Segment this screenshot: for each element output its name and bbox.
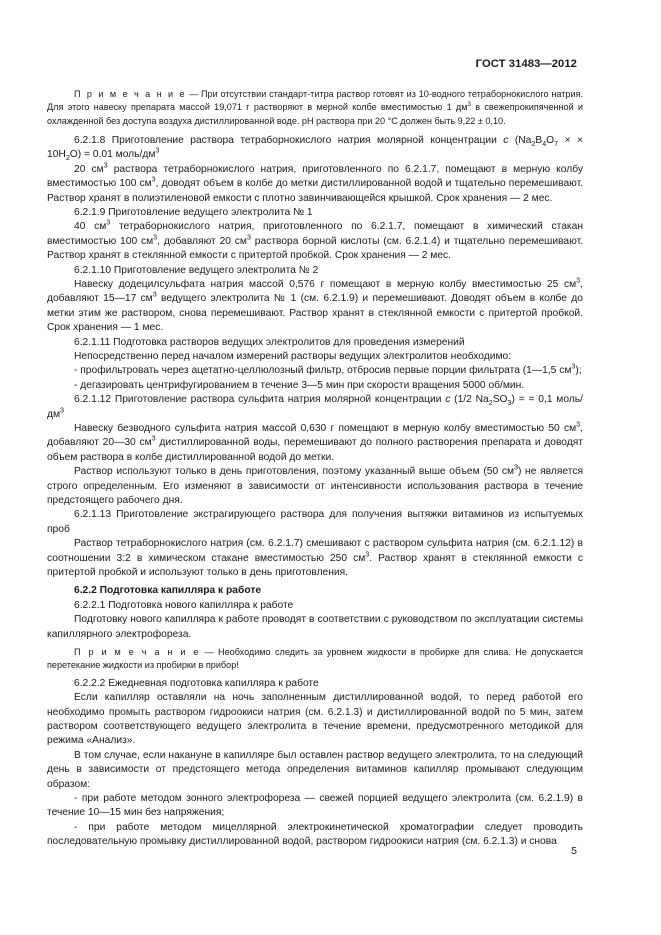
text: дистиллированной воды, перемешивают до полного растворения препарата и доводят объем раствора в колбе дистиллированной водой до метки. bbox=[47, 437, 584, 463]
section-6-2-2-2-title: 6.2.2.2 Ежедневная подготовка капилляра к работе bbox=[74, 677, 319, 689]
section-6-2-1-10-title: 6.2.1.10 Приготовление ведущего электролита № 2 bbox=[74, 264, 319, 276]
note-text: — При отсутствии стандарт-титра раствор готовят из 10-водного тетраборнокислого натрия. Для этого навеску препарата массой 19,071 г растворяют в мерной колбе вместимостью 1 дм bbox=[47, 89, 583, 113]
page-number: 5 bbox=[571, 845, 577, 857]
text: , доводят объем в колбе до метки дистиллированной водой и тщательно перемешивают. Раствор хранят в полиэтиленовой емкости с плотно завинчивающейся крышкой. Срок хранения — 2 мес. bbox=[47, 178, 584, 204]
section-6-2-1-13-title: 6.2.1.13 Приготовление экстрагирующего раствора для получения вытяжки витаминов из испытуемых проб bbox=[47, 509, 583, 535]
text: Навеску додецилсульфата натрия массой 0,576 г помещают в мерную колбу вместимостью 25 см bbox=[74, 278, 577, 290]
section-6-2-1-9-body bbox=[47, 220, 583, 263]
section-6-2-2-2-body: Если капилляр оставляли на ночь заполненным дистиллированной водой, то перед работой его необходимо промыть раствором гидроокиси натрия (см. 6.2.1.3) и дистиллированной водой по 5 мин, затем раствором соответствующего ведущего электролита в течение времени, предусмотренного методикой для режима «Анализ». bbox=[47, 692, 583, 747]
section-6-2-1-13-body bbox=[47, 537, 583, 580]
section-6-2-1-9-title: 6.2.1.9 Приготовление ведущего электролита № 1 bbox=[74, 206, 313, 218]
superscript: 3 bbox=[514, 463, 518, 472]
superscript: 3 bbox=[153, 233, 158, 242]
text: , добавляют 20 см bbox=[157, 235, 247, 247]
text: O bbox=[546, 134, 555, 146]
document-header: ГОСТ 31483—2012 bbox=[475, 58, 577, 70]
section-6-2-2-1-title: 6.2.2.1 Подготовка нового капилляра к работе bbox=[74, 599, 294, 611]
text: Навеску безводного сульфита натрия массой 0,630 г помещают в мерную колбу вместимостью 50 см bbox=[74, 423, 577, 435]
section-6-2-1-12-title bbox=[47, 393, 583, 422]
text: ведущего электролита № 1 (см. 6.2.1.9) и перемешивают. Доводят объем в колбе до метки этим же раствором, снова перемешивают. Раствор хранят в стеклянной емкости с притертой пробкой. Срок хранения — 1 мес. bbox=[47, 293, 583, 334]
text: SO bbox=[492, 394, 508, 406]
section-6-2-1-12-body bbox=[47, 422, 583, 465]
note-label: П р и м е ч а н и е bbox=[74, 89, 187, 99]
note-text: — Необходимо следить за уровнем жидкости в пробирке для слива. Не допускается перетекание жидкости из пробирки в прибор! bbox=[47, 647, 583, 671]
note-paragraph bbox=[47, 646, 583, 673]
text: раствора борной кислоты (см. 6.2.1.4) и тщательно перемешивают. Раствор хранят в стеклянной емкости с притертой пробкой. Срок хранения — 2 мес. bbox=[47, 235, 583, 262]
note-paragraph bbox=[47, 88, 583, 128]
section-6-2-2-2-body-2: В том случае, если накануне в капилляре был оставлен раствор ведущего электролита, то на следующий день в зависимости от предстоящего метода определения витаминов капилляр промывают следующим образом: bbox=[47, 749, 583, 790]
superscript: 3 bbox=[152, 290, 157, 299]
text: ); bbox=[575, 365, 582, 377]
superscript: 3 bbox=[151, 175, 156, 184]
section-6-2-1-11-intro: Непосредственно перед началом измерений растворы ведущих электролитов необходимо: bbox=[74, 350, 512, 362]
text: × × 10H bbox=[47, 134, 583, 161]
section-6-2-1-8-title bbox=[47, 134, 583, 163]
superscript: 3 bbox=[576, 276, 581, 285]
superscript: 3 bbox=[155, 146, 160, 155]
subscript: 4 bbox=[542, 139, 547, 148]
text: - профильтровать через ацетатно-целлюлозный фильтр, отбросив первые порции фильтрата (1—1,5 см bbox=[74, 365, 572, 377]
text: ) = = 0,1 моль/дм bbox=[47, 394, 583, 420]
superscript: 3 bbox=[151, 435, 156, 444]
section-6-2-1-11-title: 6.2.1.11 Подготовка растворов ведущих электролитов для проведения измерений bbox=[74, 336, 465, 348]
text: B bbox=[535, 134, 543, 146]
section-6-2-1-12-body-2 bbox=[47, 465, 583, 508]
section-6-2-2-heading: 6.2.2 Подготовка капилляра к работе bbox=[74, 585, 262, 597]
text: Раствор используют только в день приготовления, поэтому указанный выше объем (50 см bbox=[74, 466, 514, 478]
concentration-symbol: c bbox=[503, 134, 509, 146]
text: (Na bbox=[508, 134, 532, 146]
superscript: 3 bbox=[576, 420, 581, 429]
text: (1/2 Na bbox=[450, 394, 489, 406]
note-label: П р и м е ч а н и е bbox=[74, 647, 201, 658]
subscript: 2 bbox=[488, 399, 493, 408]
list-item: - при работе методом мицеллярной электрокинетической хроматографии следует проводить последовательную промывку дистиллированной водой, раствором гидроокиси натрия (см. 6.2.1.3) и снова bbox=[47, 821, 583, 848]
superscript: 3 bbox=[106, 218, 111, 227]
superscript: 3 bbox=[467, 101, 471, 109]
subscript: 2 bbox=[65, 154, 70, 163]
text: , добавляют 15—17 см bbox=[47, 278, 583, 305]
list-item: - дегазировать центрифугированием в течение 3—5 мин при скорости вращения 5000 об/мин. bbox=[74, 379, 525, 391]
page-body bbox=[47, 88, 583, 850]
superscript: 3 bbox=[571, 362, 576, 371]
subscript: 2 bbox=[531, 139, 536, 148]
superscript: 3 bbox=[60, 406, 65, 415]
subscript: 3 bbox=[507, 399, 512, 408]
superscript: 3 bbox=[246, 233, 251, 242]
list-item: - при работе методом зонного электрофореза — свежей порцией ведущего электролита (см. 6.2.1.9) в течение 10—15 мин без напряжения; bbox=[47, 792, 583, 819]
text: 6.2.1.12 Приготовление раствора сульфита натрия молярной концентрации bbox=[74, 394, 446, 406]
text: . Раствор хранят в стеклянной емкости с притертой пробкой и используют только в день приготовления. bbox=[47, 552, 583, 579]
superscript: 3 bbox=[365, 550, 370, 559]
concentration-symbol: c bbox=[445, 394, 451, 406]
note-text: в свежепрокипяченной и охлажденной без доступа воздуха дистиллированной воде. pH раствора при 20 °C должен быть 9,22 ± 0,10. bbox=[47, 102, 583, 126]
text: ) не является строго определенным. Его изменяют в зависимости от интенсивности использования раствора в течение предстоящего рабочего дня. bbox=[47, 466, 583, 507]
text: 20 см bbox=[74, 163, 104, 175]
text: раствора тетраборнокислого натрия, приготовленного по 6.2.1.7, помещают в мерную колбу вместимостью 100 см bbox=[47, 163, 583, 190]
text: Раствор тетраборнокислого натрия (см. 6.2.1.7) смешивают с раствором сульфита натрия (см. 6.2.1.12) в соотношении 3:2 в химическом стакане вместимостью 250 см bbox=[47, 538, 583, 564]
text: , добавляют 20—30 см bbox=[47, 423, 583, 449]
text: 40 см bbox=[74, 221, 107, 233]
section-6-2-2-1-body: Подготовку нового капилляра к работе проводят в соответствии с руководством по эксплуатации системы капиллярного электрофореза. bbox=[47, 614, 583, 640]
list-item bbox=[47, 364, 583, 378]
text: O) = 0,01 моль/дм bbox=[69, 149, 156, 161]
text: тетраборнокислого натрия, приготовленного по 6.2.1.7, помещают в химический стакан вместимостью 100 см bbox=[47, 221, 583, 247]
superscript: 3 bbox=[103, 161, 108, 170]
section-6-2-1-10-body bbox=[47, 278, 583, 336]
section-6-2-1-8-body bbox=[47, 163, 583, 206]
subscript: 7 bbox=[554, 139, 559, 148]
text: 6.2.1.8 Приготовление раствора тетраборнокислого натрия молярной концентрации bbox=[74, 134, 504, 146]
